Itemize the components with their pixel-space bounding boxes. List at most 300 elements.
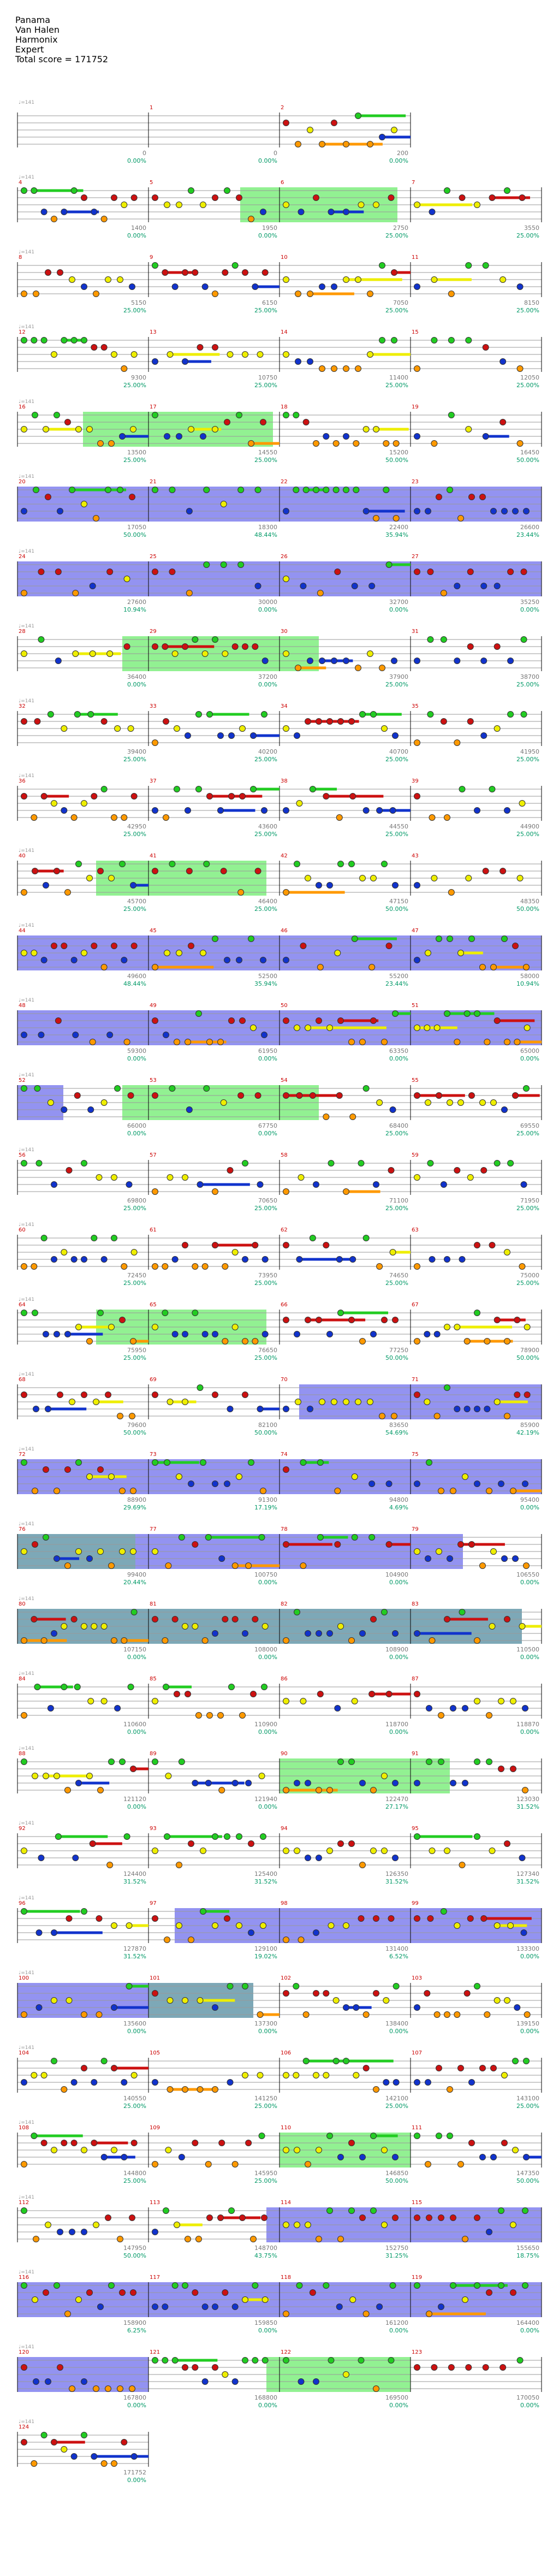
red-note bbox=[349, 1317, 355, 1323]
red-note bbox=[310, 2290, 316, 2296]
red-note bbox=[483, 2365, 489, 2371]
blue-note bbox=[120, 434, 126, 440]
orange-note bbox=[517, 366, 523, 372]
measure-score: 13500 bbox=[127, 449, 146, 456]
orange-note bbox=[448, 890, 454, 896]
red-note bbox=[21, 2439, 27, 2445]
red-note bbox=[221, 868, 227, 874]
measure-number: 114 bbox=[281, 2200, 292, 2206]
measure-score: 106550 bbox=[516, 1571, 539, 1578]
green-note bbox=[76, 861, 82, 867]
overdrive-percent: 0.00% bbox=[258, 2402, 277, 2409]
blue-note bbox=[474, 1406, 480, 1412]
staff-row bbox=[17, 848, 542, 913]
measure-number: 37 bbox=[150, 778, 157, 784]
yellow-note bbox=[111, 2147, 117, 2153]
green-note bbox=[317, 1460, 323, 1466]
yellow-note bbox=[131, 2072, 137, 2078]
green-note bbox=[382, 861, 388, 867]
red-note bbox=[57, 270, 63, 276]
red-note bbox=[480, 2065, 486, 2071]
overdrive-percent: 0.00% bbox=[520, 2402, 539, 2409]
orange-note bbox=[130, 1488, 136, 1494]
orange-note bbox=[383, 441, 389, 447]
blue-note bbox=[261, 808, 267, 814]
blue-note bbox=[327, 1331, 333, 1337]
yellow-note bbox=[474, 1698, 480, 1704]
blue-note bbox=[205, 1780, 211, 1786]
orange-note bbox=[111, 815, 117, 821]
red-note bbox=[129, 494, 135, 500]
overdrive-percent: 0.00% bbox=[127, 1055, 146, 1062]
overdrive-percent: 0.00% bbox=[389, 157, 408, 164]
green-note bbox=[426, 1460, 432, 1466]
yellow-note bbox=[350, 2297, 356, 2303]
red-note bbox=[222, 2290, 228, 2296]
red-note bbox=[386, 943, 392, 949]
blue-note bbox=[21, 2080, 27, 2086]
measure-number: 16 bbox=[19, 404, 26, 410]
orange-note bbox=[454, 740, 460, 746]
blue-note bbox=[483, 434, 489, 440]
song-title: Panama bbox=[15, 15, 51, 25]
red-note bbox=[162, 270, 168, 276]
yellow-note bbox=[81, 801, 87, 807]
red-note bbox=[438, 2215, 444, 2221]
blue-note bbox=[369, 1481, 375, 1487]
green-note bbox=[261, 1684, 267, 1690]
blue-note bbox=[429, 209, 435, 215]
red-note bbox=[317, 1691, 323, 1697]
overdrive-percent: 50.00% bbox=[385, 2177, 408, 2184]
staff-row bbox=[17, 399, 542, 464]
yellow-note bbox=[373, 427, 379, 433]
red-note bbox=[467, 1916, 473, 1922]
yellow-note bbox=[21, 1549, 27, 1555]
blue-note bbox=[90, 583, 96, 589]
red-note bbox=[91, 345, 97, 351]
yellow-note bbox=[294, 2147, 300, 2153]
blue-note bbox=[186, 508, 192, 514]
yellow-note bbox=[128, 726, 134, 732]
staff-row bbox=[17, 1147, 542, 1212]
yellow-note bbox=[391, 127, 397, 133]
measure-number: 31 bbox=[412, 629, 419, 635]
orange-note bbox=[484, 1039, 490, 1045]
blue-note bbox=[218, 733, 224, 739]
tempo-marker: ♩=141 bbox=[19, 2344, 34, 2350]
yellow-note bbox=[382, 1773, 388, 1779]
blue-note bbox=[319, 284, 325, 290]
yellow-note bbox=[124, 576, 130, 582]
red-note bbox=[212, 195, 218, 201]
measure-number: 112 bbox=[19, 2200, 29, 2206]
yellow-note bbox=[431, 875, 437, 881]
yellow-note bbox=[192, 1624, 198, 1630]
green-note bbox=[522, 2283, 528, 2289]
measure-score: 1950 bbox=[262, 224, 277, 232]
green-note bbox=[21, 337, 27, 344]
measure-number: 51 bbox=[412, 1003, 419, 1009]
blue-note bbox=[491, 508, 497, 514]
green-note bbox=[101, 2058, 107, 2064]
orange-note bbox=[51, 216, 57, 222]
green-note bbox=[438, 1759, 444, 1765]
measure-number: 99 bbox=[412, 1900, 419, 1906]
blue-note bbox=[414, 284, 420, 290]
red-note bbox=[480, 494, 486, 500]
blue-note bbox=[71, 957, 77, 963]
orange-note bbox=[121, 366, 127, 372]
overdrive-percent: 0.00% bbox=[258, 157, 277, 164]
green-note bbox=[212, 936, 218, 942]
blue-note bbox=[163, 1032, 169, 1038]
red-note bbox=[124, 644, 130, 650]
overdrive-percent: 50.00% bbox=[123, 531, 146, 538]
blue-note bbox=[57, 508, 63, 514]
orange-note bbox=[232, 1563, 238, 1569]
yellow-note bbox=[167, 1998, 173, 2004]
blue-note bbox=[121, 2080, 127, 2086]
red-note bbox=[494, 1317, 500, 1323]
yellow-note bbox=[466, 427, 472, 433]
yellow-note bbox=[489, 1848, 495, 1854]
tempo-marker: ♩=141 bbox=[19, 2120, 34, 2125]
yellow-note bbox=[182, 1624, 188, 1630]
blue-note bbox=[242, 1631, 248, 1637]
overdrive-percent: 25.00% bbox=[385, 1205, 408, 1212]
orange-note bbox=[504, 1413, 510, 1419]
yellow-note bbox=[466, 875, 472, 881]
orange-note bbox=[152, 964, 158, 970]
yellow-note bbox=[500, 277, 506, 283]
blue-note bbox=[514, 2005, 520, 2011]
overdrive-percent: 25.00% bbox=[123, 831, 146, 838]
yellow-note bbox=[101, 1624, 107, 1630]
red-note bbox=[192, 2290, 198, 2296]
yellow-note bbox=[232, 1324, 238, 1330]
red-note bbox=[34, 719, 40, 725]
yellow-note bbox=[296, 801, 302, 807]
yellow-note bbox=[69, 277, 75, 283]
blue-note bbox=[176, 434, 182, 440]
yellow-note bbox=[283, 576, 289, 582]
yellow-note bbox=[43, 427, 49, 433]
yellow-note bbox=[504, 1249, 510, 1256]
orange-note bbox=[257, 2012, 263, 2018]
blue-note bbox=[426, 1706, 432, 1712]
blue-note bbox=[152, 2304, 158, 2310]
staff-row bbox=[17, 175, 542, 239]
red-note bbox=[152, 1093, 158, 1099]
red-note bbox=[81, 195, 87, 201]
measure-score: 161200 bbox=[385, 2319, 408, 2326]
blue-note bbox=[298, 2379, 304, 2385]
green-note bbox=[251, 786, 257, 792]
yellow-note bbox=[76, 1549, 82, 1555]
yellow-note bbox=[200, 950, 206, 956]
yellow-note bbox=[81, 1624, 87, 1630]
red-note bbox=[252, 644, 258, 650]
overdrive-percent: 0.00% bbox=[127, 1130, 146, 1137]
red-note bbox=[255, 868, 261, 874]
green-note bbox=[128, 1684, 134, 1690]
orange-note bbox=[165, 1563, 171, 1569]
yellow-note bbox=[242, 2297, 248, 2303]
orange-note bbox=[222, 1264, 228, 1270]
red-note bbox=[212, 2365, 218, 2371]
red-note bbox=[130, 1766, 136, 1772]
orange-note bbox=[431, 441, 437, 447]
red-note bbox=[494, 1018, 500, 1024]
green-note bbox=[163, 2208, 169, 2214]
blue-note bbox=[224, 957, 230, 963]
red-note bbox=[51, 2439, 57, 2445]
red-note bbox=[436, 2065, 442, 2071]
red-note bbox=[458, 1542, 464, 1548]
green-note bbox=[200, 1460, 206, 1466]
measure-score: 110500 bbox=[516, 1646, 539, 1653]
tempo-marker: ♩=141 bbox=[19, 549, 34, 554]
overdrive-percent: 0.00% bbox=[127, 2477, 146, 2484]
overdrive-percent: 0.00% bbox=[389, 1728, 408, 1736]
blue-note bbox=[393, 2154, 399, 2160]
measure-score: 74650 bbox=[389, 1272, 408, 1279]
overdrive-percent: 25.00% bbox=[385, 1280, 408, 1287]
measure-number: 73 bbox=[150, 1452, 157, 1458]
measure-number: 103 bbox=[412, 1975, 423, 1981]
overdrive-percent: 25.00% bbox=[123, 382, 146, 389]
blue-note bbox=[283, 957, 289, 963]
measure-score: 76650 bbox=[258, 1347, 277, 1354]
green-note bbox=[427, 1160, 433, 1166]
overdrive-percent: 35.94% bbox=[385, 531, 408, 538]
song-charter: Harmonix bbox=[15, 34, 58, 45]
red-note bbox=[489, 195, 495, 201]
staff-row bbox=[17, 324, 542, 389]
measure-score: 44550 bbox=[389, 823, 408, 830]
green-note bbox=[34, 1684, 40, 1690]
overdrive-percent: 25.00% bbox=[254, 1280, 277, 1287]
yellow-note bbox=[424, 1025, 430, 1031]
yellow-note bbox=[109, 1324, 115, 1330]
red-note bbox=[192, 270, 198, 276]
yellow-note bbox=[283, 277, 289, 283]
blue-note bbox=[152, 359, 158, 365]
red-note bbox=[305, 1317, 311, 1323]
yellow-note bbox=[242, 2072, 248, 2078]
green-note bbox=[55, 1834, 61, 1840]
measure-number: 120 bbox=[19, 2349, 29, 2355]
green-note bbox=[204, 562, 210, 568]
overdrive-percent: 0.00% bbox=[127, 1803, 146, 1810]
yellow-note bbox=[414, 1549, 420, 1555]
green-note bbox=[81, 1160, 87, 1166]
measure-score: 85900 bbox=[520, 1422, 539, 1429]
green-note bbox=[498, 2283, 504, 2289]
red-note bbox=[87, 2290, 93, 2296]
red-note bbox=[310, 1093, 316, 1099]
blue-note bbox=[459, 1257, 465, 1263]
overdrive-percent: 25.00% bbox=[385, 307, 408, 314]
blue-note bbox=[377, 2304, 383, 2310]
green-note bbox=[238, 562, 244, 568]
green-note bbox=[252, 2358, 258, 2364]
orange-note bbox=[176, 1862, 182, 1868]
orange-note bbox=[111, 1638, 117, 1644]
orange-note bbox=[369, 964, 375, 970]
orange-note bbox=[450, 1488, 456, 1494]
staff-row bbox=[17, 2120, 542, 2184]
overdrive-percent: 25.00% bbox=[516, 1130, 539, 1137]
tempo-marker: ♩=141 bbox=[19, 773, 34, 779]
blue-note bbox=[305, 1631, 311, 1637]
orange-note bbox=[333, 441, 339, 447]
green-note bbox=[313, 487, 319, 493]
red-note bbox=[128, 1093, 134, 1099]
measure-number: 110 bbox=[281, 2125, 292, 2131]
yellow-note bbox=[494, 726, 500, 732]
green-note bbox=[152, 487, 158, 493]
overdrive-percent: 31.52% bbox=[254, 1878, 277, 1885]
blue-note bbox=[377, 808, 383, 814]
green-note bbox=[391, 337, 397, 344]
measure-number: 59 bbox=[412, 1152, 419, 1158]
orange-note bbox=[504, 1039, 510, 1045]
yellow-note bbox=[51, 2147, 57, 2153]
orange-note bbox=[93, 291, 99, 297]
blue-note bbox=[464, 1406, 470, 1412]
blue-note bbox=[450, 1780, 456, 1786]
yellow-note bbox=[360, 875, 366, 881]
measure-score: 140550 bbox=[123, 2095, 146, 2102]
orange-note bbox=[109, 441, 115, 447]
staff-row bbox=[17, 1896, 542, 1960]
red-note bbox=[388, 1916, 394, 1922]
green-note bbox=[105, 487, 111, 493]
red-note bbox=[255, 1093, 261, 1099]
red-note bbox=[504, 1841, 510, 1847]
blue-note bbox=[38, 1032, 44, 1038]
yellow-note bbox=[283, 2072, 289, 2078]
blue-note bbox=[343, 2005, 349, 2011]
red-note bbox=[182, 1242, 188, 1248]
green-note bbox=[441, 637, 447, 643]
red-note bbox=[316, 1018, 322, 1024]
blue-note bbox=[450, 1706, 456, 1712]
measure-number: 49 bbox=[150, 1003, 157, 1009]
measure-score: 59300 bbox=[127, 1047, 146, 1055]
blue-note bbox=[327, 883, 333, 889]
staff-row bbox=[17, 698, 542, 763]
measure-score: 15200 bbox=[389, 449, 408, 456]
yellow-note bbox=[51, 352, 57, 358]
blue-note bbox=[219, 1556, 225, 1562]
overdrive-percent: 25.00% bbox=[123, 1354, 146, 1361]
orange-note bbox=[444, 2012, 450, 2018]
yellow-note bbox=[32, 2297, 38, 2303]
green-note bbox=[371, 2133, 377, 2139]
blue-note bbox=[33, 2379, 39, 2385]
blue-note bbox=[192, 1780, 198, 1786]
orange-note bbox=[524, 964, 530, 970]
measure-score: 137300 bbox=[254, 2020, 277, 2027]
blue-note bbox=[242, 1257, 248, 1263]
staff-row bbox=[17, 100, 411, 164]
yellow-note bbox=[305, 875, 311, 881]
green-note bbox=[88, 712, 94, 718]
red-note bbox=[386, 1691, 392, 1697]
blue-note bbox=[47, 1706, 53, 1712]
measure-score: 158900 bbox=[123, 2319, 146, 2326]
measure-score: 168800 bbox=[254, 2394, 277, 2401]
green-note bbox=[333, 487, 339, 493]
measure-score: 48350 bbox=[520, 898, 539, 905]
red-note bbox=[464, 1991, 470, 1997]
yellow-note bbox=[382, 2147, 388, 2153]
blue-note bbox=[517, 284, 523, 290]
staff-row bbox=[17, 1970, 542, 2035]
blue-note bbox=[51, 1930, 57, 1936]
orange-note bbox=[474, 1638, 480, 1644]
measure-score: 148700 bbox=[254, 2245, 277, 2252]
red-note bbox=[481, 1916, 487, 1922]
tempo-marker: ♩=141 bbox=[19, 250, 34, 255]
blue-note bbox=[152, 2229, 158, 2235]
green-note bbox=[464, 1011, 470, 1017]
tempo-marker: ♩=141 bbox=[19, 698, 34, 704]
overdrive-percent: 25.00% bbox=[385, 681, 408, 688]
measure-score: 171752 bbox=[123, 2469, 146, 2476]
blue-note bbox=[248, 1930, 254, 1936]
overdrive-percent: 0.00% bbox=[258, 2028, 277, 2035]
orange-note bbox=[319, 366, 325, 372]
green-note bbox=[164, 1460, 170, 1466]
orange-note bbox=[441, 590, 447, 596]
blue-note bbox=[424, 1331, 430, 1337]
blue-note bbox=[363, 808, 369, 814]
blue-note bbox=[212, 1631, 218, 1637]
blue-note bbox=[246, 1780, 252, 1786]
measure-number: 94 bbox=[281, 1826, 288, 1832]
red-note bbox=[448, 2365, 454, 2371]
red-note bbox=[252, 1242, 258, 1248]
red-note bbox=[152, 1916, 158, 1922]
orange-note bbox=[96, 2012, 102, 2018]
measure-score: 61950 bbox=[258, 1047, 277, 1055]
yellow-note bbox=[172, 651, 178, 657]
orange-note bbox=[222, 1339, 228, 1345]
orange-note bbox=[295, 141, 301, 147]
green-note bbox=[293, 1983, 299, 1989]
orange-note bbox=[107, 1862, 113, 1868]
green-note bbox=[124, 1834, 130, 1840]
overdrive-percent: 29.69% bbox=[123, 1504, 146, 1511]
red-note bbox=[483, 868, 489, 874]
orange-note bbox=[205, 2162, 211, 2168]
red-note bbox=[21, 793, 27, 800]
tempo-marker: ♩=141 bbox=[19, 1970, 34, 1976]
yellow-note bbox=[383, 1998, 389, 2004]
yellow-note bbox=[429, 1848, 435, 1854]
red-note bbox=[513, 943, 519, 949]
red-note bbox=[283, 1242, 289, 1248]
red-note bbox=[229, 793, 235, 800]
yellow-note bbox=[107, 651, 113, 657]
blue-note bbox=[73, 1855, 79, 1861]
green-note bbox=[360, 712, 366, 718]
measure-score: 73950 bbox=[258, 1272, 277, 1279]
